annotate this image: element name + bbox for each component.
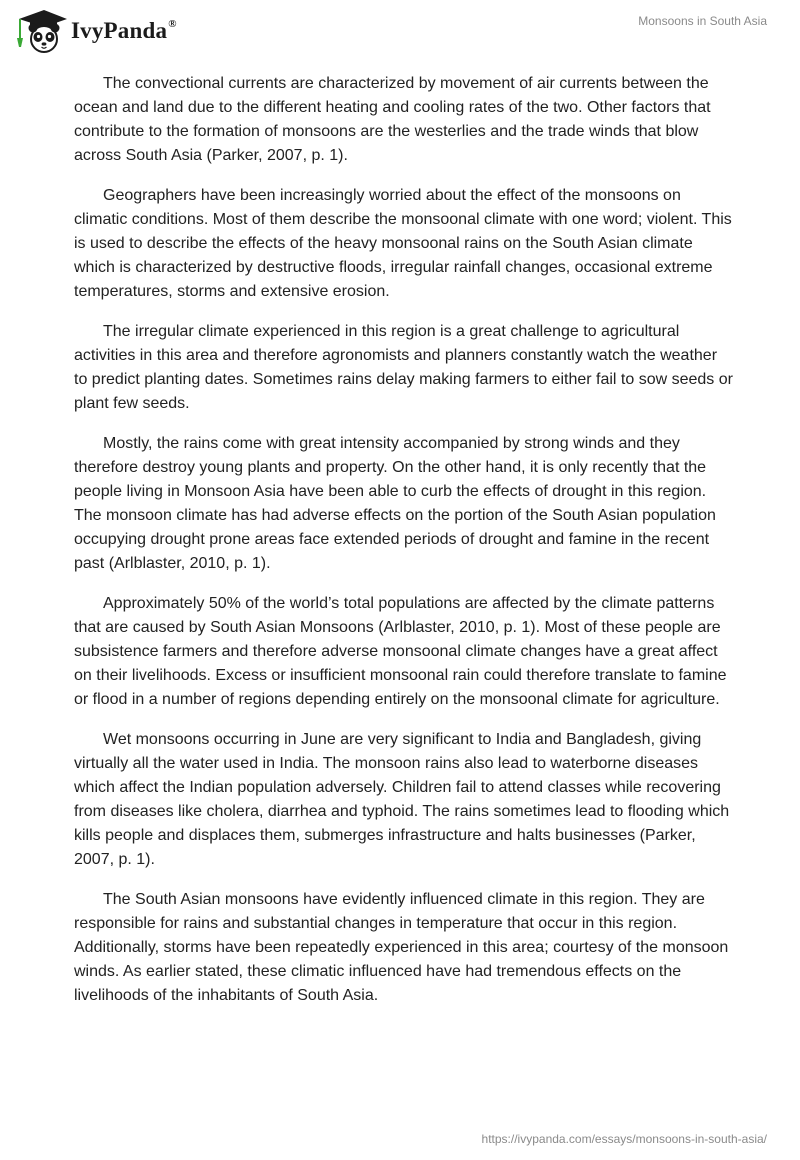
source-url-link[interactable]: https://ivypanda.com/essays/monsoons-in-south-asia/ <box>481 1132 767 1146</box>
ivypanda-logo[interactable] <box>13 6 177 56</box>
paragraph: Geographers have been increasingly worried about the effect of the monsoons on climatic conditions. Most of them describe the monsoonal climate with one word; violent. This is used to describe the effects of the heavy monsoonal rains on the South Asian climate which is characterized by destructive floods, irregular rainfall changes, occasional extreme temperatures, storms and extensive erosion. <box>74 187 732 300</box>
paragraph: The irregular climate experienced in this region is a great challenge to agricultural activities in this area and therefore agronomists and planners constantly watch the weather to predict planting dates. Sometimes rains delay making farmers to either fail to sow seeds or plant few seeds. <box>74 323 733 412</box>
paragraph: The convectional currents are characterized by movement of air currents between the ocean and land due to the different heating and cooling rates of the two. Other factors that contribute to the formation of monsoons are the westerlies and the trade winds that blow across South Asia (Parker, 2007, p. 1). <box>74 75 711 164</box>
document-title: Monsoons in South Asia <box>638 14 767 28</box>
brand-name: IvyPanda® <box>71 18 177 43</box>
panda-graduate-icon <box>13 6 69 56</box>
page-header <box>0 0 800 60</box>
registered-mark: ® <box>168 18 177 31</box>
paragraph: Wet monsoons occurring in June are very significant to India and Bangladesh, giving virtually all the water used in India. The monsoon rains also lead to waterborne diseases which affect the Indian population adversely. Children fail to attend classes while recovering from diseases like cholera, diarrhea and typhoid. The rains sometimes lead to flooding which kills people and displaces them, submerges infrastructure and halts businesses (Parker, 2007, p. 1). <box>74 731 730 868</box>
essay-body <box>74 72 734 1024</box>
paragraph: Mostly, the rains come with great intensity accompanied by strong winds and they therefore destroy young plants and property. On the other hand, it is only recently that the people living in Monsoon Asia have been able to curb the effects of drought in this region. The monsoon climate has had adverse effects on the portion of the South Asian population occupying drought prone areas face extended periods of drought and famine in the recent past (Arlblaster, 2010, p. 1). <box>74 435 716 572</box>
paragraph: Approximately 50% of the world’s total populations are affected by the climate patterns that are caused by South Asian Monsoons (Arlblaster, 2010, p. 1). Most of these people are subsistence farmers and therefore adverse monsoonal climate changes have a great affect on their livelihoods. Excess or insufficient monsoonal rain could therefore translate to famine or flood in a number of regions depending entirely on the monsoonal climate for agriculture. <box>74 595 727 708</box>
paragraph: The South Asian monsoons have evidently influenced climate in this region. They are responsible for rains and substantial changes in temperature that occur in this region. Additionally, storms have been repeatedly experienced in this area; courtesy of the monsoon winds. As earlier stated, these climatic influenced have had tremendous effects on the livelihoods of the inhabitants of South Asia. <box>74 891 729 1004</box>
